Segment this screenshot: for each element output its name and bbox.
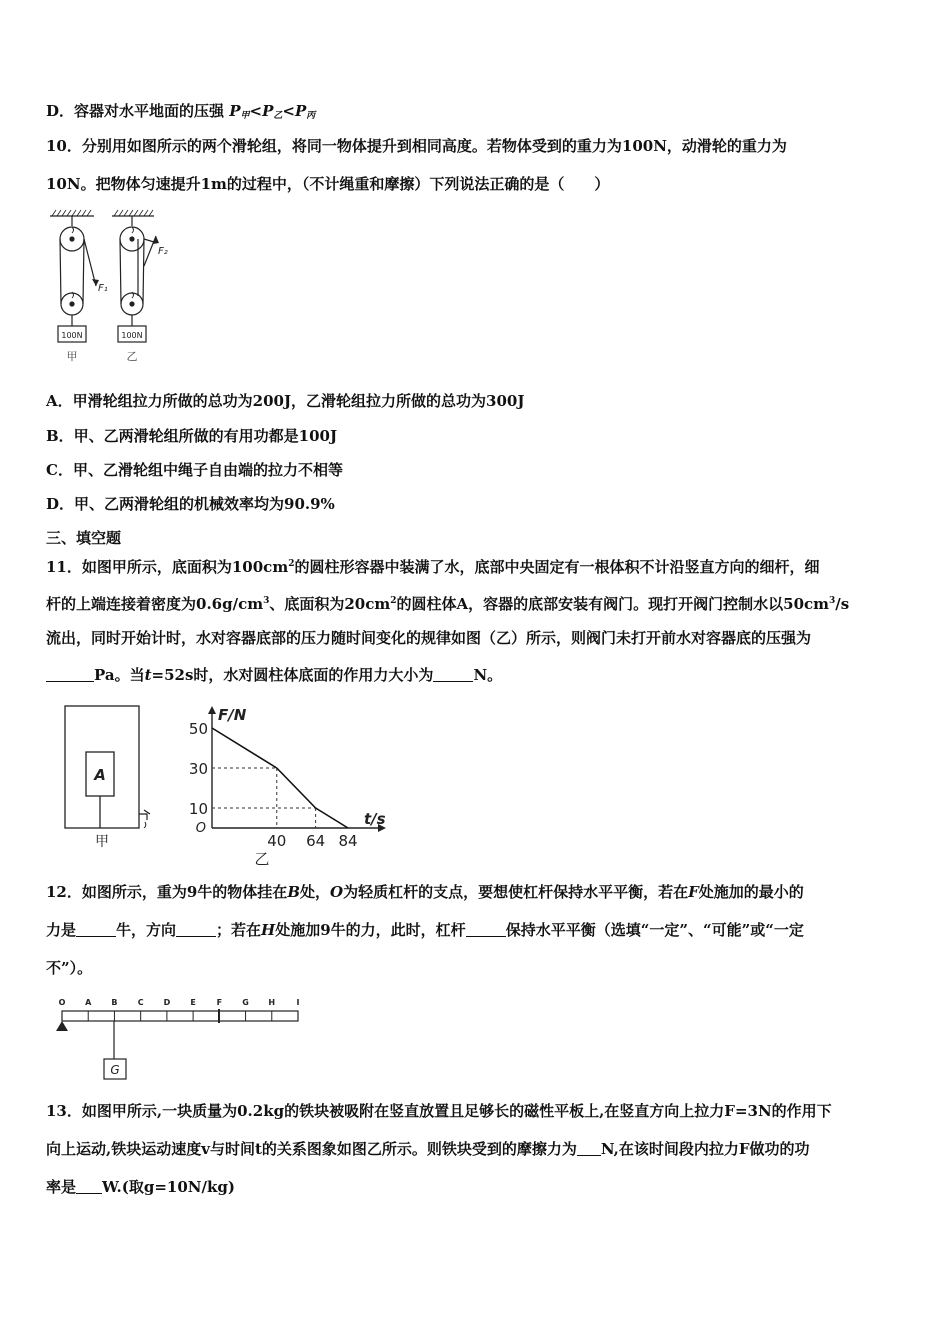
lever-point-label-i: I	[296, 998, 300, 1007]
caption-yi-pulley: 乙	[126, 350, 138, 363]
answer-blank[interactable]	[76, 1179, 102, 1194]
y-tick-label-30: 30	[188, 760, 208, 778]
series-segment-1	[277, 768, 316, 808]
pulley-system-right	[118, 216, 154, 342]
caption-jia: 甲	[95, 834, 109, 850]
caption-jia-pulley: 甲	[66, 350, 78, 363]
q13-line2: 向上运动,铁块运动速度v与时间t的关系图象如图乙所示。则铁块受到的摩擦力为 N,在该时间段内拉力F做功的功	[46, 1140, 810, 1158]
cylinder-a-label: A	[94, 766, 106, 784]
weight-label-left: 100N	[61, 331, 83, 340]
y-axis-label: F/N	[218, 706, 247, 724]
ceiling-left	[50, 210, 94, 216]
f2-label: F₂	[158, 246, 168, 257]
q12-line3: 不”）。	[46, 959, 93, 977]
q13-line3: 率是 W.(取g=10N/kg)	[46, 1178, 235, 1196]
valve-icon	[139, 810, 150, 828]
x-tick-label-64: 64	[306, 832, 326, 850]
container-figure	[56, 702, 166, 852]
y-tick-label-50: 50	[188, 720, 208, 738]
x-tick-label-84: 84	[338, 832, 358, 850]
q10-option-b: B．甲、乙两滑轮组所做的有用功都是100J	[46, 427, 338, 445]
lever-bar	[62, 1011, 298, 1021]
answer-blank[interactable]	[577, 1141, 601, 1156]
lever-point-label-g: G	[242, 998, 249, 1007]
section-title: 三、填空题	[46, 529, 122, 547]
answer-blank[interactable]	[46, 667, 94, 682]
answer-blank[interactable]	[433, 667, 473, 682]
lever-point-label-a: A	[85, 998, 92, 1007]
answer-blank[interactable]	[176, 922, 216, 937]
q10-option-a: A．甲滑轮组拉力所做的总功为200J，乙滑轮组拉力所做的总功为300J	[46, 392, 525, 410]
y-axis-arrow	[208, 706, 216, 714]
q11-line1: 11．如图甲所示，底面积为$100cm^2$的圆柱形容器中装满了水，底部中央固定有一根体积不计沿竖直方向的细杆，细	[46, 558, 820, 576]
fulcrum	[56, 1021, 68, 1031]
x-axis-label: t/s	[364, 810, 386, 828]
q10-option-d: D．甲、乙两滑轮组的机械效率均为90.9%	[46, 495, 335, 513]
q10-option-c: C．甲、乙滑轮组中绳子自由端的拉力不相等	[46, 461, 343, 479]
ceiling-right	[112, 210, 154, 216]
series-segment-2	[316, 808, 348, 828]
lever-point-label-b: B	[111, 998, 118, 1007]
lever-point-label-f: F	[216, 998, 223, 1007]
q10-stem-line2: 10N。把物体匀速提升1m的过程中，（不计绳重和摩擦）下列说法正确的是（ ）	[46, 175, 610, 193]
q11-line4: Pa。当t=52s时，水对圆柱体底面的作用力大小为 N。	[46, 665, 502, 685]
pulley-figure	[44, 206, 194, 366]
answer-blank[interactable]	[76, 922, 116, 937]
x-tick-label-40: 40	[267, 832, 287, 850]
series-segment-0	[212, 728, 277, 768]
origin-label: O	[195, 821, 206, 836]
weight-label-g: G	[110, 1063, 120, 1077]
weight-label-right: 100N	[121, 331, 143, 340]
lever-point-label-e: E	[190, 998, 196, 1007]
q10-stem-line1: 10．分别用如图所示的两个滑轮组，将同一物体提升到相同高度。若物体受到的重力为100N，动滑轮的重力为	[46, 137, 787, 155]
f1-label: F₁	[98, 283, 108, 294]
lever-point-label-c: C	[137, 998, 144, 1007]
q11-line2: 杆的上端连接着密度为$0.6g/cm^3$、底面积为$20cm^2$的圆柱体A，容器的底部安装有阀门。现打开阀门控制水以$50cm^3/s$	[46, 595, 850, 613]
force-arrow-f1	[92, 279, 108, 294]
q9-option-d: D．容器对水平地面的压强 $P_甲<P_乙<P_丙$	[46, 102, 316, 121]
lever-point-label-o: O	[58, 998, 66, 1007]
pulley-system-left	[58, 216, 96, 342]
lever-figure	[52, 995, 312, 1085]
q12-line2: 力是 牛，方向 ；若在H处施加9牛的力，此时，杠杆 保持水平平衡（选填“一定”、“可能”或“一定	[46, 921, 804, 939]
q12-line1: 12．如图所示，重为9牛的物体挂在B处，O为轻质杠杆的支点，要想使杠杆保持水平平衡，若在F处施加的最小的	[46, 883, 804, 901]
lever-point-label-d: D	[163, 998, 171, 1007]
answer-blank[interactable]	[466, 922, 506, 937]
q11-line3: 流出，同时开始计时，水对容器底部的压力随时间变化的规律如图（乙）所示，则阀门未打开前水对容器底的压强为	[46, 629, 812, 647]
y-tick-label-10: 10	[188, 800, 208, 818]
q13-line1: 13．如图甲所示,一块质量为0.2kg的铁块被吸附在竖直放置且足够长的磁性平板上,在竖直方向上拉力F=3N的作用下	[46, 1102, 832, 1120]
caption-yi: 乙	[254, 850, 270, 868]
lever-point-label-h: H	[268, 998, 276, 1007]
force-time-chart	[180, 700, 410, 870]
